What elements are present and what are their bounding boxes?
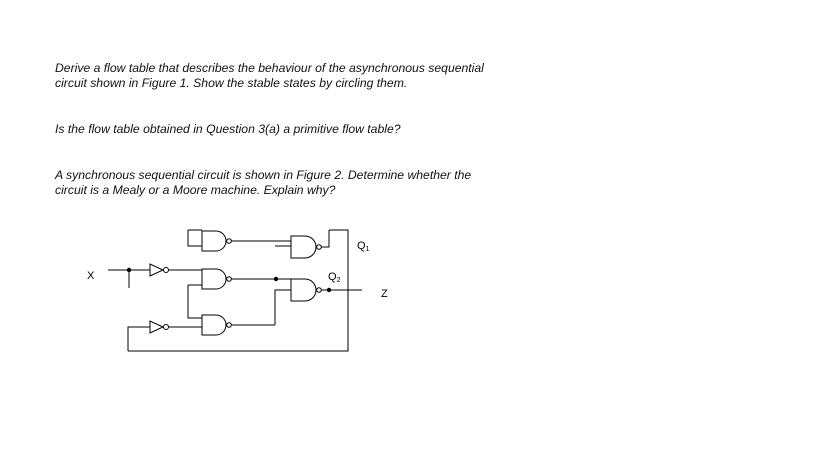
- q2-label: Q2: [328, 271, 341, 284]
- inverter-2-bubble-icon: [164, 325, 169, 330]
- q1-gate-icon: [291, 236, 316, 258]
- q1-label: Q1: [357, 240, 370, 253]
- q2-gate-icon: [291, 279, 316, 301]
- output-z-label: Z: [381, 288, 388, 300]
- and-gate-3-icon: [202, 315, 226, 335]
- inverter-1-bubble-icon: [164, 268, 169, 273]
- and-gate-1-icon: [202, 231, 226, 251]
- question-3b-line1: Is the flow table obtained in Question 3(a) a primitive flow table?: [55, 122, 401, 136]
- input-x-label: X: [87, 270, 95, 282]
- question-3c-line1: A synchronous sequential circuit is shown in Figure 2. Determine whether the: [55, 168, 472, 182]
- question-3c-line2: circuit is a Mealy or a Moore machine. Explain why?: [55, 183, 336, 197]
- question-3a-line1: Derive a flow table that describes the behaviour of the asynchronous sequential: [55, 61, 484, 75]
- question-3a-line2: circuit shown in Figure 1. Show the stable states by circling them.: [55, 76, 408, 90]
- inverter-1-icon: [150, 264, 163, 276]
- and-gate-2-icon: [202, 269, 226, 289]
- inverter-2-icon: [150, 321, 163, 333]
